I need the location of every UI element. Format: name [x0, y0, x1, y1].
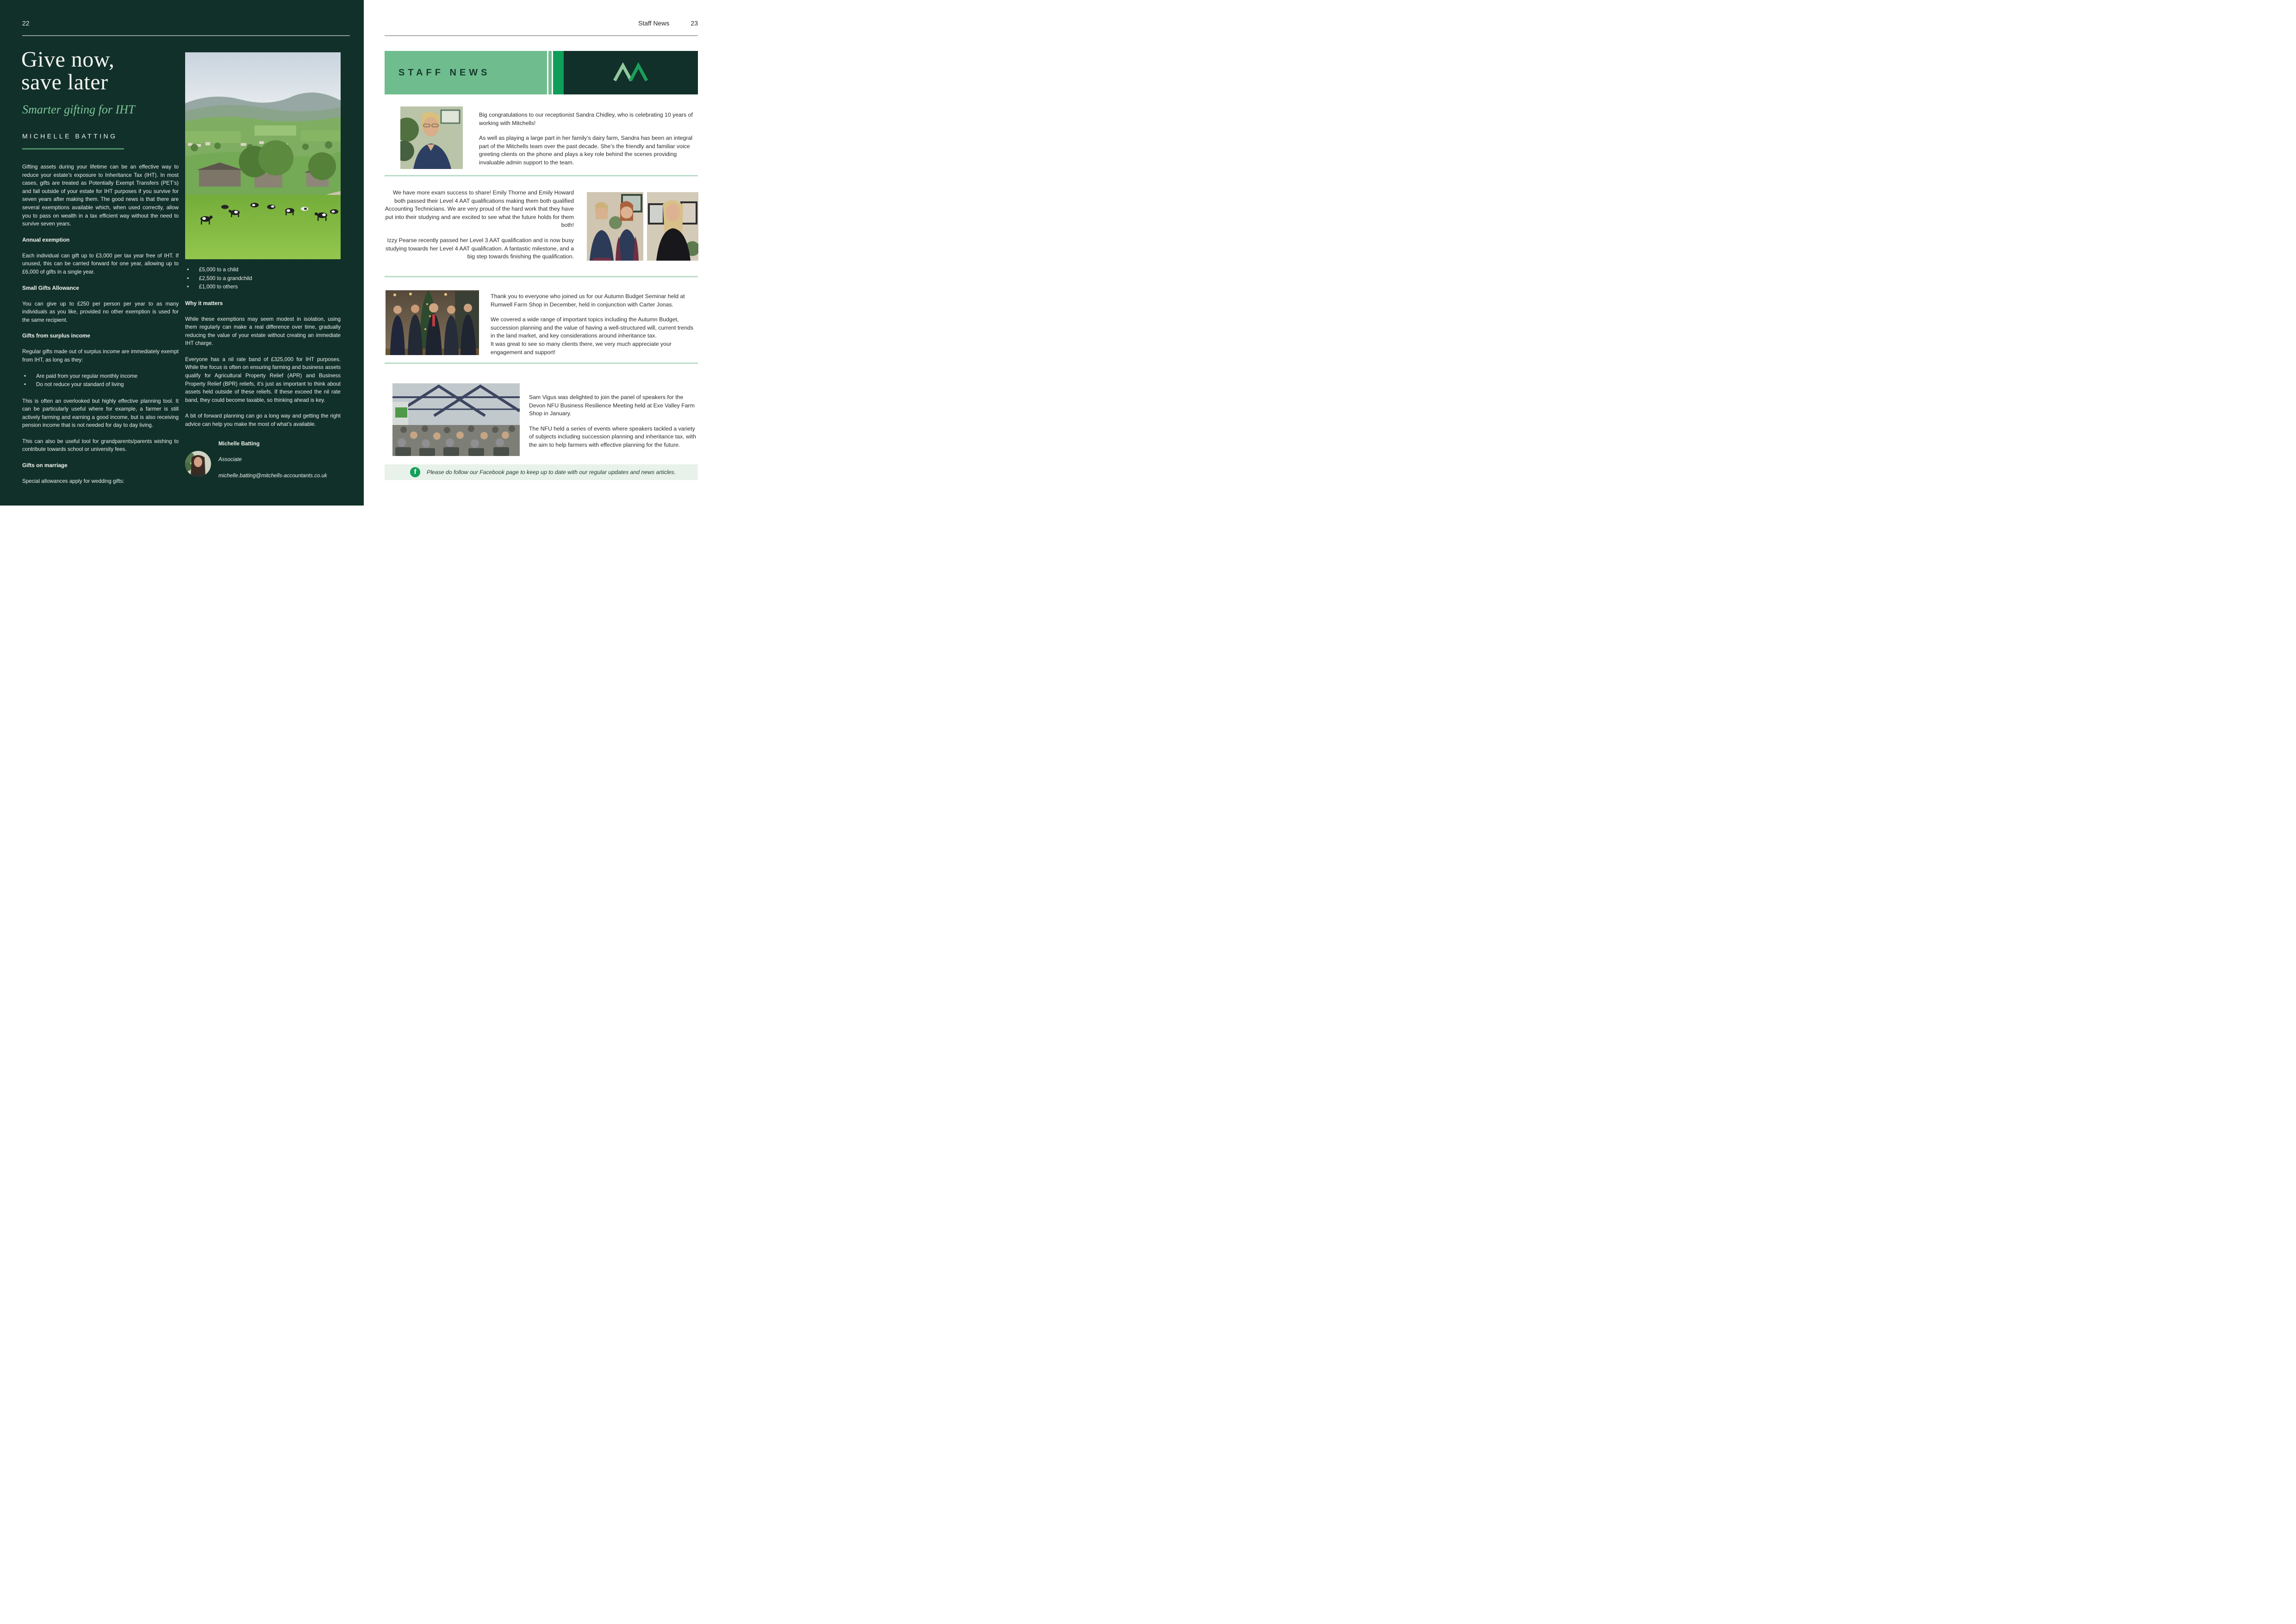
- body-column-1: [22, 163, 179, 493]
- section-divider: [385, 362, 698, 364]
- surplus-income-paragraph: Regular gifts made out of surplus income are immediately exempt from IHT, as long as they:: [22, 349, 179, 363]
- sandra-photo-illustration: [400, 106, 463, 169]
- seminar-photo-illustration: [386, 290, 479, 355]
- facebook-icon: f: [410, 467, 420, 477]
- page-left-article: [0, 0, 364, 506]
- author-rule: [22, 148, 124, 150]
- section-divider: [385, 276, 698, 277]
- sandra-paragraph-2: As well as playing a large part in her family’s dairy farm, Sandra has been an integral part of the Mitchells team over the past decade. She’s the friendly and familiar voice greeting clients on the phone and plays a key role behind the scenes providing invaluable admin support to the team.: [479, 135, 693, 166]
- nfu-meeting-photo: [392, 383, 520, 456]
- magazine-spread: [0, 0, 715, 506]
- why-it-matters-paragraph-1: While these exemptions may seem modest in isolation, using them regularly can make a real difference over time, gradually reducing the value of your estate without creating an immediate IHT charge.: [185, 316, 341, 347]
- signature-role: Associate: [218, 456, 242, 463]
- signature-text: [218, 440, 327, 488]
- seminar-paragraph-3: It was great to see so many clients there, we very much appreciate your engagement and support!: [491, 340, 672, 356]
- staff-news-banner: [385, 51, 698, 94]
- header-label: Staff News: [638, 19, 670, 27]
- bullet-item: • £1,000 to others: [185, 283, 341, 292]
- banner-thin-stripe: [548, 51, 552, 94]
- banner-logo-block: [564, 51, 698, 94]
- planning-tool-paragraph: This is often an overlooked but highly effective planning tool. It can be particularly useful where for example, a farmer is still actively farming and earning a good income, but is also receiving pension income that is not needed for day to day living.: [22, 398, 179, 429]
- nfu-photo-illustration: [392, 383, 520, 456]
- seminar-text: [491, 293, 698, 363]
- sandra-paragraph-1: Big congratulations to our receptionist Sandra Chidley, who is celebrating 10 years of working with Mitchells!: [479, 112, 693, 126]
- intro-paragraph: Gifting assets during your lifetime can be an effective way to reduce your estate’s exposure to Inheritance Tax (IHT). In most cases, gifts are treated as Potentially Exempt Transfers (PET’s) and fall outside of your estate for IHT purposes if you survive for seven years after making them. The good news is that there are several exemptions available which, when used correctly, allow you to pass on wealth in a tax efficient way without the need to survive seven years.: [22, 164, 179, 227]
- wedding-gifts-paragraph: Special allowances apply for wedding gifts:: [22, 478, 124, 485]
- nfu-paragraph-1: Sam Vigus was delighted to join the panel of speakers for the Devon NFU Business Resilience Meeting held at Exe Valley Farm Shop in January.: [529, 394, 695, 417]
- why-it-matters-paragraph-2: Everyone has a nil rate band of £325,000 for IHT purposes. While the focus is often on ensuring farming and business assets qualify for Agricultural Property Relief (APR) and Business Property Relief (BPR) reliefs, it’s just as important to think about assets held outside of these reliefs. If these exceed the nil rate band, they could become taxable, so thinking ahead is key.: [185, 356, 341, 403]
- mitchells-logo-icon: [613, 62, 648, 83]
- header-rule-left: [22, 35, 350, 36]
- banner-green-stripe: [553, 51, 564, 94]
- exam-paragraph-1: We have more exam success to share! Emily Thorne and Emily Howard both passed their Level 4 AAT qualifications making them both qualified Accounting Technicians. We are very proud of the hard work that they have put into their studying and are excited to see what the future holds for them both!: [385, 189, 574, 229]
- bullet-item: • £5,000 to a child: [185, 266, 341, 275]
- page-number-left: 22: [22, 19, 30, 27]
- farm-landscape-illustration: [185, 52, 341, 259]
- seminar-photo: [386, 290, 479, 355]
- signature-email: michelle.batting@mitchells-accountants.co.uk: [218, 472, 327, 479]
- grandparents-paragraph: This can also be useful tool for grandparents/parents wishing to contribute towards school or university fees.: [22, 438, 179, 453]
- article-subtitle: Smarter gifting for IHT: [22, 103, 135, 116]
- page-header-right: [638, 19, 698, 27]
- annual-exemption-paragraph: Each individual can gift up to £3,000 per tax year free of IHT. If unused, this can be carried forward for one year, allowing up to £6,000 of gifts in a single year.: [22, 252, 179, 275]
- emily-thorne-howard-photo: [587, 192, 643, 261]
- exam-success-text: [385, 189, 574, 268]
- signature-block: [185, 440, 341, 488]
- article-title: [21, 48, 114, 94]
- facebook-bar: [385, 464, 698, 480]
- sandra-text: [479, 111, 698, 174]
- exam-paragraph-2: Izzy Pearse recently passed her Level 3 AAT qualification and is now busy studying towards her Level 4 AAT qualification. A fantastic milestone, and a big step towards finishing the qualification.: [386, 237, 574, 260]
- author-name: MICHELLE BATTING: [22, 132, 118, 140]
- izzy-pearse-photo: [647, 192, 698, 261]
- bullet-item: • Do not reduce your standard of living: [22, 381, 179, 389]
- banner-title: STAFF NEWS: [398, 67, 491, 78]
- heading-gifts-surplus-income: Gifts from surplus income: [22, 332, 90, 339]
- heading-gifts-on-marriage: Gifts on marriage: [22, 462, 68, 469]
- seminar-paragraph-1: Thank you to everyone who joined us for our Autumn Budget Seminar held at Rumwell Farm Shop in December, held in conjunction with Carter Jonas.: [491, 293, 685, 308]
- page-right-staff-news: [364, 0, 715, 506]
- nfu-paragraph-2: The NFU held a series of events where speakers tackled a variety of subjects including succession planning and inheritance tax, with the aim to help farmers with effective planning for the future.: [529, 425, 696, 448]
- banner-title-block: [385, 51, 547, 94]
- section-divider: [385, 175, 698, 176]
- sandra-photo: [400, 106, 463, 169]
- nfu-text: [529, 394, 698, 456]
- header-rule-right: [385, 35, 698, 36]
- wedding-allowance-bullet-list: [185, 266, 341, 292]
- author-avatar: [185, 451, 211, 477]
- emily-photo-illustration: [587, 192, 643, 261]
- page-number-right: 23: [691, 19, 698, 27]
- bullet-item: • £2,500 to a grandchild: [185, 275, 341, 283]
- bullet-item: • Are paid from your regular monthly income: [22, 372, 179, 381]
- facebook-note: Please do follow our Facebook page to keep up to date with our regular updates and news articles.: [427, 469, 676, 475]
- farm-landscape-photo: [185, 52, 341, 259]
- body-column-2: [185, 266, 341, 487]
- article-title-line2: save later: [21, 70, 108, 94]
- izzy-photo-illustration: [647, 192, 698, 261]
- article-title-line1: Give now,: [21, 47, 115, 72]
- heading-small-gifts-allowance: Small Gifts Allowance: [22, 284, 79, 291]
- why-it-matters-paragraph-3: A bit of forward planning can go a long way and getting the right advice can help you make the most of what’s available.: [185, 413, 341, 428]
- heading-annual-exemption: Annual exemption: [22, 236, 70, 243]
- heading-why-it-matters: Why it matters: [185, 300, 223, 306]
- signature-name: Michelle Batting: [218, 440, 260, 447]
- author-avatar-illustration: [185, 451, 211, 477]
- small-gifts-paragraph: You can give up to £250 per person per year to as many individuals as you like, provided no other exemption is used for the same recipient.: [22, 300, 179, 323]
- surplus-income-bullet-list: [22, 372, 179, 389]
- seminar-paragraph-2: We covered a wide range of important topics including the Autumn Budget, succession planning and the value of having a well-structured will, current trends in the land market, and key considerations around inheritance tax.: [491, 316, 694, 339]
